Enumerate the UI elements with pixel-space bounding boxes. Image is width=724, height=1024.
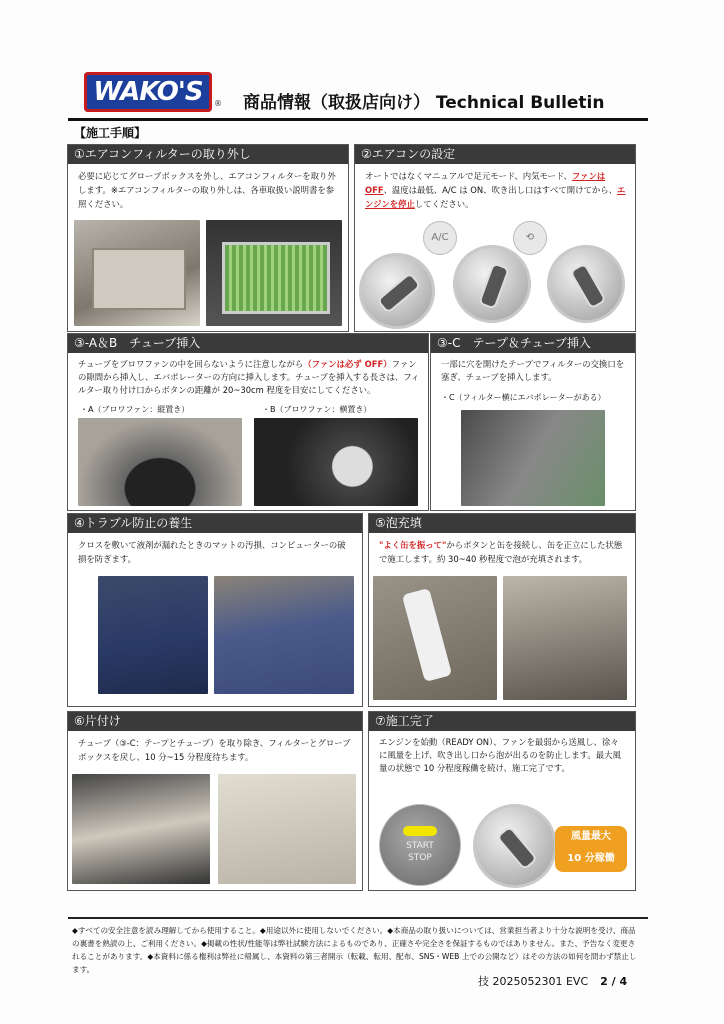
step2-text: オートではなくマニュアルで足元モード、内気モード、ファンは OFF、温度は最低、A/C は ON、吹き出し口はすべて開けてから、エンジンを停止してください。 — [365, 171, 626, 209]
tape-tube-photo — [461, 410, 605, 506]
page-title: 商品情報（取扱店向け） Technical Bulletin — [243, 93, 605, 113]
step5-title: ⑤泡充填 — [369, 514, 635, 533]
step2-panel — [354, 144, 636, 332]
caption-c: ・C（フィルター横にエバポレーターがある） — [441, 393, 606, 402]
filter-photo — [206, 220, 342, 326]
recirculation-button-icon: ⟲ — [513, 221, 547, 255]
step7-panel — [368, 711, 636, 891]
document-code: 技 2025052301 EVC — [478, 975, 589, 988]
step6-title: ⑥片付け — [68, 712, 362, 731]
cloth-computer-photo — [214, 576, 354, 694]
footer-notes: ◆すべての安全注意を読み理解してから使用すること。◆用途以外に使用しないでください。◆本商品の取り扱いについては、営業担当者より十分な説明を受け、商品の裏書を熟読の上、ご利用ください。◆掲載の性状/性能等は弊社試験方法によるものであり、正確さや完全さを保証するものではありません。また、予告なく変更されることがあります。◆本資料に係る権利は弊社に帰属し、本資料の第三者開示（転載、転用、配布、SNS・WEB 上での公開など）はその方法の如何を問わず禁止します。 — [72, 926, 637, 974]
wakos-logo — [84, 72, 222, 112]
step4-panel — [67, 513, 363, 707]
fan-max-dial-icon — [473, 804, 557, 888]
step3ab-text: チューブをブロワファンの中を回らないように注意しながら（ファンは必ず OFF）ファンの隙間から挿入し、エバポレーターの方向に挿入します。チューブを挿入する長さは、フィルター取り付け口からボタンの距離が 20~30cm 程度を目安にしてください。 — [78, 359, 420, 395]
caption-b: ・B（ブロワファン：横置き） — [262, 405, 372, 414]
max-fan-badge: 風量最大 10 分稼働 — [555, 826, 627, 872]
blower-horizontal-photo — [254, 418, 418, 506]
step2-title: ②エアコンの設定 — [355, 145, 635, 164]
step4-title: ④トラブル防止の養生 — [68, 514, 362, 533]
step4-text: クロスを敷いて液剤が漏れたときのマットの汚損、コンピューターの破損を防ぎます。 — [78, 540, 346, 564]
document-code-line — [478, 973, 627, 989]
logo-text: WAKO'S — [93, 77, 203, 107]
step7-text: エンジンを始動（READY ON）、ファンを最弱から送風し、徐々に風量を上げ、吹き出し口から泡が出るのを防止します。最大風量の状態で 10 分程度稼働を続け、施工完了です。 — [379, 737, 621, 773]
step7-title: ⑦施工完了 — [369, 712, 635, 731]
logo-registered-mark: ® — [214, 99, 222, 108]
step3c-title: ③-C テープ＆チューブ挿入 — [431, 334, 635, 353]
ac-button-icon: A/C — [423, 221, 457, 255]
caption-a: ・A（ブロワファン：縦置き） — [80, 405, 190, 414]
step3ab-title: ③-A＆B チューブ挿入 — [68, 334, 428, 353]
step3ab-panel — [67, 333, 429, 511]
step6-panel — [67, 711, 363, 891]
step3c-text: 一部に穴を開けたテープでフィルターの交換口を塞ぎ、チューブを挿入します。 — [441, 359, 625, 382]
step5-text: "よく缶を振って"からボタンと缶を接続し、缶を正立にした状態で施工します。約 30~40 秒程度で泡が充填されます。 — [379, 540, 623, 564]
section-heading: 【施工手順】 — [74, 126, 147, 140]
temperature-dial-icon — [359, 253, 435, 329]
step3c-panel — [430, 333, 636, 511]
header-divider — [68, 118, 648, 121]
mode-dial-icon — [547, 245, 625, 323]
filter-reinstall-photo — [72, 774, 210, 884]
step5-panel — [368, 513, 636, 707]
step1-panel — [67, 144, 349, 332]
cloth-mat-photo — [98, 576, 208, 694]
glovebox-photo — [74, 220, 200, 326]
blower-vertical-photo — [78, 418, 242, 506]
fan-speed-dial-icon — [453, 245, 531, 323]
step6-text: チューブ（③-C：テープとチューブ）を取り除き、フィルターとグローブボックスを戻し、10 分~15 分程度待ちます。 — [78, 738, 351, 762]
step1-title: ①エアコンフィルターの取り外し — [68, 145, 348, 164]
can-connected-photo — [503, 576, 627, 700]
page-number: 2 / 4 — [600, 975, 628, 988]
footer-divider — [68, 917, 648, 919]
glovebox-closed-photo — [218, 774, 356, 884]
start-stop-button-icon: START STOP — [379, 804, 461, 886]
can-shaking-photo — [373, 576, 497, 700]
step1-text: 必要に応じてグローブボックスを外し、エアコンフィルターを取り外します。※エアコンフィルターの取り外しは、各車取扱い説明書を参照ください。 — [78, 171, 336, 209]
